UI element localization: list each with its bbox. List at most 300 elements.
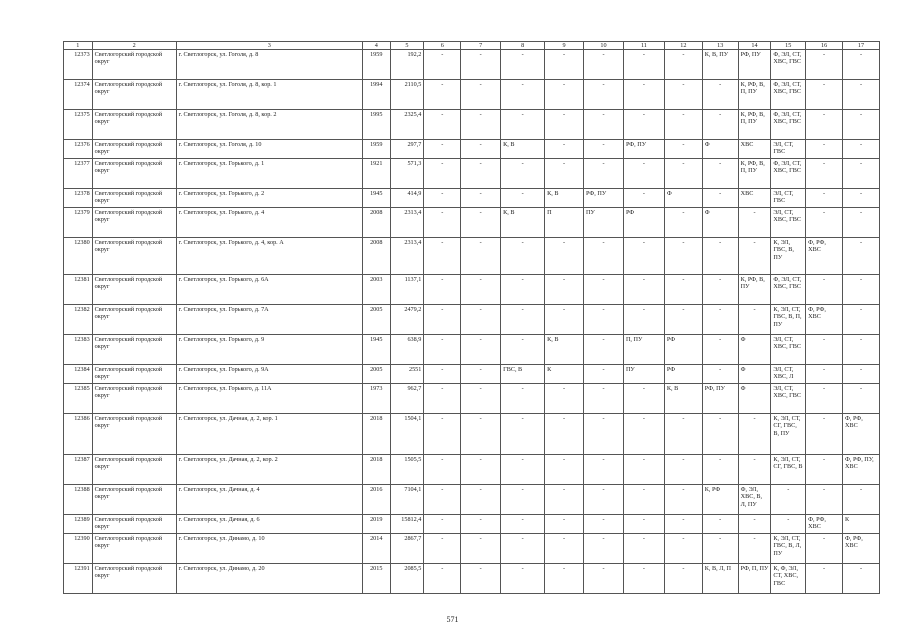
table-cell: 1945 bbox=[362, 189, 390, 208]
table-cell: - bbox=[424, 564, 461, 594]
table-row bbox=[64, 384, 880, 414]
table-cell: - bbox=[461, 335, 501, 365]
table-row bbox=[64, 564, 880, 594]
table-cell: Ф bbox=[738, 335, 771, 365]
table-cell: 2016 bbox=[362, 485, 390, 515]
column-header: 3 bbox=[176, 42, 362, 50]
table-cell: Светлогорский городской округ bbox=[92, 275, 176, 305]
table-cell: - bbox=[623, 275, 664, 305]
table-cell: К bbox=[545, 365, 584, 384]
table-cell: - bbox=[424, 110, 461, 140]
table-cell: - bbox=[584, 564, 624, 594]
table-cell: - bbox=[623, 159, 664, 189]
column-header: 8 bbox=[501, 42, 545, 50]
column-header: 10 bbox=[584, 42, 624, 50]
table-cell: К, РФ, В, П, ПУ bbox=[738, 80, 771, 110]
table-cell: - bbox=[702, 365, 738, 384]
table-cell: - bbox=[806, 140, 843, 159]
table-row bbox=[64, 365, 880, 384]
column-header: 9 bbox=[545, 42, 584, 50]
table-cell: - bbox=[584, 110, 624, 140]
table-cell: - bbox=[664, 564, 702, 594]
table-cell: - bbox=[738, 414, 771, 455]
table-cell: Светлогорский городской округ bbox=[92, 305, 176, 335]
table-cell: Светлогорский городской округ bbox=[92, 189, 176, 208]
table-cell: Ф, ЭЛ, СТ, ХВС, ГВС bbox=[771, 275, 806, 305]
table-cell: 2551 bbox=[390, 365, 424, 384]
table-cell: К, ЭЛ, СТ, СГ, ГВС, В bbox=[771, 455, 806, 485]
table-cell: - bbox=[664, 50, 702, 80]
table-cell: - bbox=[738, 238, 771, 275]
table-cell: 1505,5 bbox=[390, 455, 424, 485]
table-cell: - bbox=[501, 515, 545, 534]
table-cell: - bbox=[545, 564, 584, 594]
table-cell: г. Светлогорск, ул. Горького, д. 4 bbox=[176, 208, 362, 238]
table-cell: Ф, РФ, ХВС bbox=[806, 238, 843, 275]
table-cell: - bbox=[623, 305, 664, 335]
table-cell: - bbox=[501, 238, 545, 275]
column-header: 13 bbox=[702, 42, 738, 50]
table-cell: - bbox=[702, 455, 738, 485]
table-cell: К, РФ bbox=[702, 485, 738, 515]
table-cell: 1995 bbox=[362, 110, 390, 140]
table-cell: - bbox=[424, 189, 461, 208]
table-cell: - bbox=[843, 140, 880, 159]
column-header: 5 bbox=[390, 42, 424, 50]
table-cell: 12378 bbox=[64, 189, 93, 208]
table-cell: - bbox=[424, 365, 461, 384]
table-cell: - bbox=[501, 189, 545, 208]
table-cell: - bbox=[806, 50, 843, 80]
table-cell: - bbox=[623, 80, 664, 110]
table-cell: - bbox=[461, 414, 501, 455]
table-cell: г. Светлогорск, ул. Горького, д. 9 bbox=[176, 335, 362, 365]
table-cell: - bbox=[424, 140, 461, 159]
table-row bbox=[64, 80, 880, 110]
column-header: 16 bbox=[806, 42, 843, 50]
table-cell: - bbox=[738, 455, 771, 485]
table-cell: - bbox=[424, 414, 461, 455]
table-cell: - bbox=[545, 414, 584, 455]
table-cell: - bbox=[501, 414, 545, 455]
table-cell: Ф bbox=[738, 384, 771, 414]
column-header: 11 bbox=[623, 42, 664, 50]
table-cell: 12380 bbox=[64, 238, 93, 275]
table-cell: - bbox=[664, 534, 702, 564]
table-cell: - bbox=[461, 275, 501, 305]
table-cell: - bbox=[664, 238, 702, 275]
column-header: 1 bbox=[64, 42, 93, 50]
table-cell: г. Светлогорск, ул. Дачная, д. 4 bbox=[176, 485, 362, 515]
table-cell: 2479,2 bbox=[390, 305, 424, 335]
table-cell: - bbox=[584, 515, 624, 534]
table-cell: Ф, ЭЛ, СТ, ХВС, ГВС bbox=[771, 159, 806, 189]
table-cell: г. Светлогорск, ул. Гоголя, д. 8 bbox=[176, 50, 362, 80]
table-cell: ХВС bbox=[738, 189, 771, 208]
table-cell: К, Ф, ЭЛ, СТ, ХВС, ГВС bbox=[771, 564, 806, 594]
table-cell: - bbox=[843, 305, 880, 335]
table-cell: - bbox=[664, 305, 702, 335]
table-cell: РФ, ПУ bbox=[584, 189, 624, 208]
column-header: 6 bbox=[424, 42, 461, 50]
table-cell: - bbox=[702, 110, 738, 140]
table-cell: Ф, ЭЛ, СТ, ХВС, ГВС bbox=[771, 110, 806, 140]
table-cell: ЭЛ, СТ, ХВС, ГВС bbox=[771, 208, 806, 238]
table-cell: ПУ bbox=[623, 365, 664, 384]
column-header: 14 bbox=[738, 42, 771, 50]
table-cell: - bbox=[424, 305, 461, 335]
table-cell: - bbox=[843, 564, 880, 594]
table-cell: - bbox=[771, 485, 806, 515]
table-cell: - bbox=[806, 80, 843, 110]
table-body bbox=[64, 50, 880, 594]
table-cell: г. Светлогорск, ул. Дачная, д. 2, кор. 1 bbox=[176, 414, 362, 455]
table-cell: - bbox=[424, 80, 461, 110]
table-cell: - bbox=[738, 208, 771, 238]
table-cell: - bbox=[664, 110, 702, 140]
table-cell: - bbox=[664, 159, 702, 189]
table-cell: - bbox=[584, 414, 624, 455]
table-cell: - bbox=[623, 485, 664, 515]
column-header: 7 bbox=[461, 42, 501, 50]
table-cell: Светлогорский городской округ bbox=[92, 384, 176, 414]
table-cell: г. Светлогорск, ул. Дачная, д. 2, кор. 2 bbox=[176, 455, 362, 485]
table-cell: - bbox=[584, 455, 624, 485]
table-cell: г. Светлогорск, ул. Динамо, д. 10 bbox=[176, 534, 362, 564]
table-cell: - bbox=[424, 335, 461, 365]
table-cell: - bbox=[461, 485, 501, 515]
table-cell: - bbox=[702, 238, 738, 275]
table-cell: - bbox=[501, 455, 545, 485]
table-cell: 12383 bbox=[64, 335, 93, 365]
table-cell: - bbox=[461, 564, 501, 594]
table-cell: г. Светлогорск, ул. Гоголя, д. 8, кор. 1 bbox=[176, 80, 362, 110]
table-row bbox=[64, 485, 880, 515]
table-cell: 12381 bbox=[64, 275, 93, 305]
table-cell: ЭЛ, СТ, ХВС, Л bbox=[771, 365, 806, 384]
register-table bbox=[63, 41, 880, 594]
table-cell: Светлогорский городской округ bbox=[92, 365, 176, 384]
table-cell: - bbox=[584, 275, 624, 305]
table-cell: - bbox=[806, 534, 843, 564]
table-cell: Ф, ЭЛ, СТ, ХВС, ГВС bbox=[771, 80, 806, 110]
table-cell: г. Светлогорск, ул. Горького, д. 9А bbox=[176, 365, 362, 384]
table-cell: 12382 bbox=[64, 305, 93, 335]
table-cell: ХВС bbox=[738, 140, 771, 159]
table-cell: 2014 bbox=[362, 534, 390, 564]
table-cell: - bbox=[424, 384, 461, 414]
table-row bbox=[64, 140, 880, 159]
table-cell: - bbox=[843, 485, 880, 515]
table-cell: Светлогорский городской округ bbox=[92, 515, 176, 534]
table-cell: - bbox=[501, 564, 545, 594]
table-cell: - bbox=[664, 140, 702, 159]
table-cell: 12390 bbox=[64, 534, 93, 564]
table-cell: - bbox=[664, 485, 702, 515]
table-cell: - bbox=[545, 238, 584, 275]
table-cell: - bbox=[424, 534, 461, 564]
table-cell: РФ bbox=[664, 365, 702, 384]
table-cell: К, В, ПУ bbox=[702, 50, 738, 80]
table-cell: ГВС, В bbox=[501, 365, 545, 384]
table-cell: К, ЭЛ, СТ, ГВС, В, Л, ПУ bbox=[771, 534, 806, 564]
table-cell: - bbox=[461, 189, 501, 208]
table-cell: 2867,7 bbox=[390, 534, 424, 564]
table-cell: - bbox=[843, 159, 880, 189]
table-cell: Светлогорский городской округ bbox=[92, 455, 176, 485]
table-cell: - bbox=[702, 159, 738, 189]
table-cell: - bbox=[702, 414, 738, 455]
table-cell: - bbox=[771, 515, 806, 534]
table-cell: - bbox=[545, 50, 584, 80]
table-cell: - bbox=[545, 159, 584, 189]
table-cell: 2019 bbox=[362, 515, 390, 534]
table-cell: - bbox=[806, 365, 843, 384]
table-cell: Ф, РФ, ПУ, ХВС bbox=[843, 455, 880, 485]
table-cell: Светлогорский городской округ bbox=[92, 208, 176, 238]
table-cell: Ф bbox=[702, 208, 738, 238]
table-cell: - bbox=[843, 238, 880, 275]
table-cell: - bbox=[623, 515, 664, 534]
table-cell: 2313,4 bbox=[390, 208, 424, 238]
table-cell: 2325,4 bbox=[390, 110, 424, 140]
table-cell: Светлогорский городской округ bbox=[92, 50, 176, 80]
table-cell: Ф bbox=[702, 140, 738, 159]
table-cell: Светлогорский городской округ bbox=[92, 485, 176, 515]
table-cell: - bbox=[806, 208, 843, 238]
table-cell: 192,2 bbox=[390, 50, 424, 80]
table-cell: Светлогорский городской округ bbox=[92, 335, 176, 365]
table-cell: 297,7 bbox=[390, 140, 424, 159]
table-cell: К, РФ, В, П, ПУ bbox=[738, 110, 771, 140]
table-cell: - bbox=[738, 305, 771, 335]
table-cell: - bbox=[843, 189, 880, 208]
table-cell: - bbox=[461, 455, 501, 485]
table-cell: Ф, РФ, ХВС bbox=[843, 414, 880, 455]
table-cell: - bbox=[584, 50, 624, 80]
table-cell: - bbox=[461, 208, 501, 238]
table-cell: - bbox=[806, 564, 843, 594]
table-cell: - bbox=[623, 50, 664, 80]
table-cell: 2008 bbox=[362, 208, 390, 238]
table-cell: - bbox=[461, 110, 501, 140]
table-cell: - bbox=[545, 275, 584, 305]
table-cell: - bbox=[623, 189, 664, 208]
table-cell: 1994 bbox=[362, 80, 390, 110]
table-cell: - bbox=[584, 140, 624, 159]
table-cell: - bbox=[806, 275, 843, 305]
table-cell: г. Светлогорск, ул. Динамо, д. 20 bbox=[176, 564, 362, 594]
table-cell: - bbox=[461, 515, 501, 534]
table-cell: 12373 bbox=[64, 50, 93, 80]
table-cell: 571,3 bbox=[390, 159, 424, 189]
table-cell: 1959 bbox=[362, 50, 390, 80]
table-cell: 2005 bbox=[362, 305, 390, 335]
table-cell: - bbox=[424, 515, 461, 534]
table-cell: - bbox=[501, 384, 545, 414]
table-row bbox=[64, 189, 880, 208]
table-cell: РФ, ПУ bbox=[702, 384, 738, 414]
table-cell: Ф, РФ, ХВС bbox=[843, 534, 880, 564]
table-cell: - bbox=[501, 305, 545, 335]
table-cell: - bbox=[584, 485, 624, 515]
table-cell: - bbox=[806, 485, 843, 515]
table-cell: - bbox=[843, 335, 880, 365]
table-cell: 12384 bbox=[64, 365, 93, 384]
column-header: 17 bbox=[843, 42, 880, 50]
table-cell: - bbox=[424, 238, 461, 275]
table-cell: - bbox=[664, 515, 702, 534]
column-header: 12 bbox=[664, 42, 702, 50]
table-cell: г. Светлогорск, ул. Гоголя, д. 8, кор. 2 bbox=[176, 110, 362, 140]
table-cell: - bbox=[545, 455, 584, 485]
table-row bbox=[64, 335, 880, 365]
table-cell: г. Светлогорск, ул. Горького, д. 2 bbox=[176, 189, 362, 208]
table-cell: - bbox=[461, 50, 501, 80]
table-cell: - bbox=[501, 534, 545, 564]
table-cell: - bbox=[501, 159, 545, 189]
table-cell: ЭЛ, СТ, ХВС, ГВС bbox=[771, 335, 806, 365]
table-cell: - bbox=[623, 564, 664, 594]
table-cell: 2005 bbox=[362, 365, 390, 384]
table-cell: Светлогорский городской округ bbox=[92, 564, 176, 594]
table-cell: 1973 bbox=[362, 384, 390, 414]
table-cell: - bbox=[584, 534, 624, 564]
table-cell: - bbox=[806, 335, 843, 365]
table-cell: - bbox=[843, 50, 880, 80]
table-row bbox=[64, 414, 880, 455]
table-cell: К, В bbox=[664, 384, 702, 414]
table-cell: 2110,5 bbox=[390, 80, 424, 110]
table-cell: П bbox=[545, 208, 584, 238]
table-row bbox=[64, 305, 880, 335]
table-cell: Ф, ЭЛ, ХВС, В, Л, ПУ bbox=[738, 485, 771, 515]
table-cell: - bbox=[424, 275, 461, 305]
table-cell: - bbox=[806, 384, 843, 414]
table-cell: г. Светлогорск, ул. Горького, д. 7А bbox=[176, 305, 362, 335]
table-cell: - bbox=[545, 140, 584, 159]
table-row bbox=[64, 455, 880, 485]
table-cell: Светлогорский городской округ bbox=[92, 110, 176, 140]
table-cell: - bbox=[623, 414, 664, 455]
table-cell: - bbox=[623, 110, 664, 140]
table-cell: - bbox=[664, 275, 702, 305]
table-cell: К, ЭЛ, ГВС, В, ПУ bbox=[771, 238, 806, 275]
table-cell: - bbox=[424, 455, 461, 485]
table-cell: - bbox=[806, 414, 843, 455]
table-cell: - bbox=[584, 384, 624, 414]
table-cell: ПУ bbox=[584, 208, 624, 238]
table-cell: - bbox=[843, 208, 880, 238]
table-cell: - bbox=[545, 305, 584, 335]
table-cell: К, РФ, В, П, ПУ bbox=[738, 159, 771, 189]
table-cell: 12375 bbox=[64, 110, 93, 140]
table-cell: - bbox=[843, 365, 880, 384]
table-cell: Светлогорский городской округ bbox=[92, 140, 176, 159]
table-cell: 12377 bbox=[64, 159, 93, 189]
table-cell: - bbox=[584, 365, 624, 384]
table-cell: 12379 bbox=[64, 208, 93, 238]
table-cell: - bbox=[702, 515, 738, 534]
table-cell: ЭЛ, СТ, ХВС, ГВС bbox=[771, 384, 806, 414]
table-cell: 12391 bbox=[64, 564, 93, 594]
table-cell: - bbox=[702, 305, 738, 335]
table-cell: - bbox=[843, 110, 880, 140]
table-cell: - bbox=[806, 110, 843, 140]
table-cell: Светлогорский городской округ bbox=[92, 238, 176, 275]
table-cell: - bbox=[424, 50, 461, 80]
table-cell: Ф bbox=[664, 189, 702, 208]
table-cell: РФ, ПУ bbox=[738, 50, 771, 80]
table-cell: К, ЭЛ, СТ, ГВС, В, П, ПУ bbox=[771, 305, 806, 335]
table-cell: К, В bbox=[545, 189, 584, 208]
table-cell: 638,9 bbox=[390, 335, 424, 365]
table-cell: - bbox=[584, 305, 624, 335]
table-cell: г. Светлогорск, ул. Гоголя, д. 10 bbox=[176, 140, 362, 159]
table-cell: РФ, ПУ bbox=[623, 140, 664, 159]
table-cell: Ф, ЭЛ, СТ, ХВС, ГВС bbox=[771, 50, 806, 80]
table-cell: - bbox=[545, 384, 584, 414]
table-cell: - bbox=[501, 485, 545, 515]
table-cell: К, В, Л, П bbox=[702, 564, 738, 594]
table-cell: 1959 bbox=[362, 140, 390, 159]
table-cell: 2018 bbox=[362, 414, 390, 455]
table-cell: 962,7 bbox=[390, 384, 424, 414]
table-cell: РФ bbox=[664, 335, 702, 365]
table-cell: К, В bbox=[545, 335, 584, 365]
table-row bbox=[64, 110, 880, 140]
table-cell: - bbox=[623, 238, 664, 275]
table-cell: - bbox=[545, 80, 584, 110]
table-cell: - bbox=[806, 159, 843, 189]
table-cell: 12374 bbox=[64, 80, 93, 110]
column-header: 4 bbox=[362, 42, 390, 50]
table-cell: 2313,4 bbox=[390, 238, 424, 275]
table-cell: - bbox=[664, 455, 702, 485]
table-cell: - bbox=[501, 110, 545, 140]
table-cell: - bbox=[584, 335, 624, 365]
table-cell: П, ПУ bbox=[623, 335, 664, 365]
table-cell: - bbox=[424, 159, 461, 189]
table-cell: - bbox=[843, 384, 880, 414]
table-cell: 2018 bbox=[362, 455, 390, 485]
table-cell: 2008 bbox=[362, 238, 390, 275]
table-row bbox=[64, 275, 880, 305]
table-cell: - bbox=[545, 534, 584, 564]
table-cell: - bbox=[584, 238, 624, 275]
table-cell: г. Светлогорск, ул. Горького, д. 6А bbox=[176, 275, 362, 305]
table-row bbox=[64, 208, 880, 238]
table-cell: К bbox=[843, 515, 880, 534]
table-cell: - bbox=[461, 80, 501, 110]
table-cell: Светлогорский городской округ bbox=[92, 534, 176, 564]
table-cell: г. Светлогорск, ул. Горького, д. 4, кор. А bbox=[176, 238, 362, 275]
table-cell: - bbox=[461, 238, 501, 275]
table-cell: 1504,1 bbox=[390, 414, 424, 455]
table-cell: 2003 bbox=[362, 275, 390, 305]
table-cell: г. Светлогорск, ул. Горького, д. 11А bbox=[176, 384, 362, 414]
table-cell: - bbox=[461, 159, 501, 189]
table-cell: - bbox=[584, 80, 624, 110]
table-row bbox=[64, 50, 880, 80]
table-cell: - bbox=[461, 365, 501, 384]
table-cell: - bbox=[664, 414, 702, 455]
column-header: 2 bbox=[92, 42, 176, 50]
table-cell: - bbox=[843, 275, 880, 305]
table-cell: - bbox=[501, 50, 545, 80]
table-cell: - bbox=[664, 80, 702, 110]
table-cell: - bbox=[424, 485, 461, 515]
